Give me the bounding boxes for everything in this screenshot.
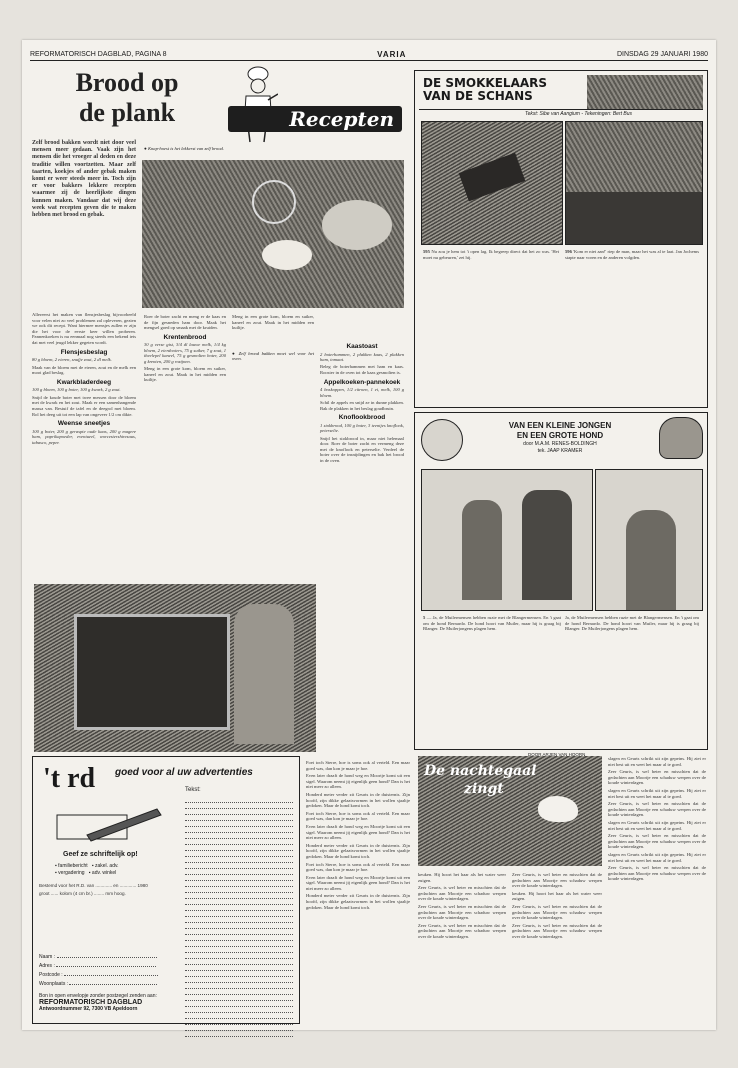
opt-checkbox[interactable]: ▪: [88, 870, 92, 876]
rd-form-line2: groot ...... kolom (4 cm br.) ........ mm hoog.: [39, 890, 126, 896]
story-p3b: Honderd meter verder zit Geurts in de duisternis. Zijn hoofd, zijn dikke gelaatsvormen in het wollen sjaaltje gedoken. Maar de hond komt toch.: [306, 842, 410, 859]
smokkelaars-title-line1: DE SMOKKELAARS: [423, 76, 548, 90]
oven-door-image: [74, 614, 230, 730]
smokkelaars-credit: Tekst: Sibe van Aangium - Tekeningen: Bert Bus: [525, 111, 633, 117]
nachtegaal-section: [418, 752, 708, 1022]
rd-org-addr: Antwoordnummer 92, 7300 VB Apeldoorn: [39, 1006, 138, 1012]
recipes-title-line2: de plank: [78, 98, 176, 127]
jongen-title-line1: VAN EEN KLEINE JONGEN: [508, 421, 612, 430]
nachtegaal-p3d: slagen en Geurts schrikt uit zijn gepeins. Hij ziet er niet best uit en weet het maar al te goed.: [608, 851, 706, 863]
kaastoast-heading: Kaastoast: [346, 343, 378, 350]
jongen-panel-2: [595, 469, 703, 611]
recipes-col4: [320, 314, 404, 466]
knoflook-ingredients: 1 stokbrood, 100 g boter, 3 teentjes knoflook, peterselie.: [320, 422, 404, 434]
address-label: Adres :: [39, 963, 55, 969]
kwark-ingredients: 100 g bloem, 100 g boter, 100 g kwark, 2 g zout.: [32, 387, 121, 393]
jongen-title: [465, 421, 655, 454]
opt-checkbox[interactable]: ▪: [91, 863, 95, 869]
nachtegaal-col2: [512, 872, 602, 1020]
smokkelaars-text-1-body: Nu zou je hem tot 't open lag. Ik begreep direct dat het zo was. 'Het moet nu gebeuren,' zei hij.: [423, 249, 559, 260]
weense-heading: Weense sneetjes: [57, 420, 111, 428]
boat-figure-image: [459, 153, 526, 202]
flour-image: [262, 240, 312, 270]
opt-checkbox[interactable]: ▪: [55, 863, 59, 869]
flensjes-ingredients: 80 g bloem, 2 eieren, snufje zout, 2 dl melk.: [32, 357, 112, 363]
nachtegaal-p2i: Zeer Geurts, is wel beter en misschien dat de gedachten aan Moortje een schaduw werpen over de koude winterdagen.: [608, 833, 706, 850]
jongen-dog-icon: [659, 417, 703, 459]
jongen-panel-1: [421, 469, 593, 611]
newspaper-page: [22, 40, 716, 1030]
nachtegaal-p2c: Zeer Geurts, is wel beter en misschien dat de gedachten aan Moortje een schaduw werpen over de koude winterdagen.: [418, 922, 506, 939]
address-field[interactable]: [56, 966, 156, 967]
caption-2-text: Zelf brood bakken moet wel voor het oven.: [232, 350, 314, 362]
krenten-ingredients: 30 g verse gist, 3/4 dl lauwe melk, 1/4 kg bloem, 2 eierdooiers, 75 g suiker, 7 g zout, 1 theelepel kaneel, 75 g gesmolten boter, 200 g krenten, 200 g rozijnen.: [144, 342, 226, 364]
flensjes-heading: Flensjesbeslag: [60, 348, 108, 356]
boys-figure-image: [462, 500, 502, 600]
reeds-image: [566, 192, 702, 244]
appel-heading: Appelkoeken-pannekoek: [323, 378, 401, 386]
jongen-text-body: Ja, de Muilermensen hebben ruzie met de Blangermensen. En 't gaat om de hond Bernardo. De hond hoort van Muiler, maar hij is graag bij Blanger. De Muilerjongens plagen hem.: [423, 615, 561, 632]
nachtegaal-p2j: Zeer Geurts, is wel beter en misschien dat de gedachten aan Moortje een schaduw werpen over de koude winterdagen.: [608, 865, 706, 882]
flensjes-text: Maak van de bloem met de eieren, zout en de melk een mooi glad beslag.: [32, 364, 136, 376]
smokkelaars-panel-2: [565, 121, 703, 245]
story-p1c: Foei toch Sterre, hoe is soms ook al verteld. Een maar goed was, dan kon je maar je hoe.: [306, 861, 410, 873]
masthead-center: VARIA: [377, 49, 407, 59]
jongen-text: 5 — Ja, de Muilermensen hebben ruzie met de Blangermensen. En 't gaat om de hond Bernardo. De hond hoort van Muiler, maar hij is graag bij Blanger. De Muilerjongens plagen hem.: [423, 615, 561, 632]
baker-figure-image: [234, 604, 294, 744]
jongen-text-cont: [565, 615, 699, 632]
baking-photo: [142, 160, 404, 308]
recipes-col3: [232, 314, 314, 362]
recipes-intro-text: Zelf brood bakken wordt niet door veel mensen meer gedaan. Vaak zijn het mensen die het vroeger al deden en deze traditie willen voortzetten. Maar zelf taarten, koekjes of ander gebak maken komt er weer steeds meer in. Toch zijn er voor bakkers lekkere recepten waarmee zij de heerlijkste dingen kunnen maken. Vandaar dat wij deze week wat recepten geven die te maken hebben met brood en gebak.: [32, 140, 136, 219]
nachtegaal-title-line1: De nachtegaal: [424, 763, 537, 779]
nachtegaal-p2b: Zeer Geurts, is wel beter en misschien dat de gedachten aan Moortje een schaduw werpen over de koude winterdagen.: [418, 903, 506, 921]
bird-icon: [538, 796, 578, 822]
whisk-image: [252, 180, 296, 224]
story-p2: Even later draaft de hond weg en Moortje komt uit een sigel. Waarom neemt jij eigenlijk geen hond? Dan is het niet meer zo alleen.: [306, 773, 410, 790]
jongen-hond-comic: [414, 412, 708, 750]
jongen-num: 5: [423, 615, 426, 620]
tekst-line[interactable]: [185, 1031, 293, 1037]
krenten-text-cont: Meng in een grote kom, bloem en suiker, kaneel en zout. Maak in het midden een kuiltje.: [232, 314, 314, 331]
chef-illustration: [238, 64, 278, 144]
nachtegaal-title: [424, 762, 537, 798]
story-p1: Foei toch Sterre, hoe is soms ook al verteld. Een maar goed was, dan kon je maar je hoe.: [306, 760, 410, 771]
smokkelaars-header-art: [587, 75, 703, 109]
story-p3: Honderd meter verder zit Geurts in de duisternis. Zijn hoofd, zijn dikke gelaatsvormen in het wollen sjaaltje gedoken. Maar de hond komt toch.: [306, 791, 410, 809]
jongen-text-cont-body: Ja, de Muilermensen hebben ruzie met de Blangermensen. En 't gaat om de hond Bernardo. De hond hoort van Muiler, maar hij is graag bij Blanger. De Muilerjongens plagen hem.: [565, 615, 699, 632]
smokkelaars-num-2: 596: [565, 249, 572, 254]
nachtegaal-header-art: [418, 756, 602, 866]
rd-sub: Geef ze schriftelijk op!: [63, 851, 138, 858]
nachtegaal-p3: slagen en Geurts schrikt uit zijn gepeins. Hij ziet er niet best uit en weet het maar al te goed.: [608, 756, 706, 767]
story-p3c: Honderd meter verder zit Geurts in de duisternis. Zijn hoofd, zijn dikke gelaatsvormen in het wollen sjaaltje gedoken. Maar de hond komt toch.: [306, 893, 410, 910]
masthead-right: DINSDAG 29 JANUARI 1980: [616, 50, 708, 58]
smokkelaars-comic: [414, 70, 708, 408]
recipes-col2: [144, 314, 226, 385]
recipes-intro: [32, 140, 136, 221]
smokkelaars-header: [419, 75, 703, 110]
rd-footer-text: Bon in open envelopje zonder postzegel zenden aan:: [39, 993, 157, 999]
story-p2c: Even later draaft de hond weg en Moortje komt uit een sigel. Waarom neemt jij eigenlijk geen hond? Dan is het niet meer zo alleen.: [306, 874, 410, 891]
city-label: Woonplaats :: [39, 981, 69, 987]
krenten-heading: Krentenbrood: [163, 333, 207, 341]
man-figure-image: [522, 490, 572, 600]
smokkelaars-text-2: [565, 249, 699, 260]
rd-options: [55, 863, 175, 877]
nachtegaal-p1b: keuken. Hij hoort het haar als het water weer zuigen.: [512, 890, 602, 902]
opt4-label: adv. winkel: [91, 870, 117, 876]
rd-form-line1: Bestemd voor het R.D. van ............. en ............. 1980: [39, 883, 148, 888]
nachtegaal-col1: [418, 872, 506, 1020]
smokkelaars-panel-1: [421, 121, 563, 245]
caption-2-bullet-icon: ●: [232, 350, 239, 356]
story-p2b: Even later draaft de hond weg en Moortje komt uit een sigel. Waarom neemt jij eigenlijk geen hond? Dan is het niet meer zo alleen.: [306, 823, 410, 841]
postcode-field[interactable]: [64, 975, 158, 976]
recipes-section: [30, 64, 408, 758]
weense-text: Roer de boter zacht en meng er de kaas en de fijn gesneden ham door. Maak het mengsel goed op smaak met de kruiden.: [144, 314, 226, 331]
rd-tekst-label: Tekst:: [185, 787, 201, 793]
smokkelaars-title: [423, 77, 547, 103]
recipes-intro2-text: Allereerst het maken van flensjesbeslag bijvoorbeeld voor velen niet zo veel problemen zal opleveren, gezien we ook dit recept. Want hiermee mensjes zullen er zijn die het voor de eerste keer willen proberen. Pannenkoeken is nu eenmaal nog steeds een bekend iets dat met veel jeugd lekker gegeten wordt.: [32, 312, 136, 345]
rd-ad-box: [32, 756, 300, 1024]
rd-logo: 't rd: [43, 763, 96, 794]
jongen-author: door M.A.M. RENES-BOLDINGH: [523, 441, 597, 447]
appel-text: Schil de appels en snijd ze in dunne plakken. Bak de plakken in het beslag goudbruin.: [320, 400, 404, 411]
bowl-image: [322, 200, 392, 250]
jongen-boy-icon: [421, 419, 463, 461]
name-field[interactable]: [57, 957, 157, 958]
masthead-left: REFORMATORISCH DAGBLAD, PAGINA 8: [30, 50, 167, 58]
rd-footer: [39, 993, 293, 1012]
postcode-label: Postcode :: [39, 972, 63, 978]
nachtegaal-p2e: Zeer Geurts, is wel beter en misschien dat de gedachten aan Moortje een schaduw werpen over de koude winterdagen.: [512, 903, 602, 921]
kaastoast-text: Beleg de boterhammen met ham en kaas. Rooster in de oven tot de kaas gesmolten is.: [320, 364, 404, 375]
nachtegaal-p2g: Zeer Geurts, is wel beter en misschien dat de gedachten aan Moortje een schaduw werpen over de koude winterdagen.: [608, 769, 706, 786]
nachtegaal-p3c: slagen en Geurts schrikt uit zijn gepeins. Hij ziet er niet best uit en weet het maar al te goed.: [608, 819, 706, 831]
masthead: [30, 48, 708, 61]
opt1-label: familiebericht: [58, 863, 88, 869]
kaastoast-ingredients: 2 boterhammen, 2 plakken kaas, 2 plakken ham, tomaat.: [320, 351, 404, 362]
nachtegaal-p2d: Zeer Geurts, is wel beter en misschien dat de gedachten aan Moortje een schaduw werpen over de koude winterdagen.: [512, 872, 602, 889]
smokkelaars-num-1: 595: [423, 249, 430, 254]
recipes-col1: [32, 312, 136, 447]
city-field[interactable]: [69, 984, 157, 985]
knoflook-text: Snijd het stokbrood in, maar niet helemaal door. Roer de boter zacht en vermeng deze met de knoflook en peterselie. Verdeel de boter over de insnijdingen en bak het brood in de oven.: [320, 435, 404, 463]
photo-caption-2: [232, 351, 314, 362]
appel-ingredients: 4 boskoppen, 1/2 citroen, 1 ei, melk, 100 g bloem.: [320, 387, 404, 398]
name-label: Naam :: [39, 954, 56, 960]
weense-ingredients: 100 g boter, 200 g geraspte oude kaas, 200 g magere ham, paprikapoeder, eventueel, worcestershiresaus, tabasco, peper.: [32, 428, 136, 445]
pencil-illustration: [47, 805, 167, 845]
opt2-label: zakel. adv.: [94, 863, 119, 869]
recipes-banner-label: Recepten: [289, 107, 394, 131]
caption-bullet-icon: ●: [144, 146, 148, 151]
kwark-heading: Kwarkbladerdeeg: [56, 378, 112, 386]
caption-1-text: Knap-hoest is het lekkerst van zelf brood.: [147, 146, 224, 151]
rd-org: REFORMATORISCH DAGBLAD: [39, 999, 143, 1006]
smokkelaars-text-1: [423, 249, 559, 260]
woman-figure-image: [626, 510, 676, 610]
nachtegaal-p2: Zeer Geurts, is wel beter en misschien dat de gedachten aan Moortje een schaduw werpen over de koude winterdagen.: [418, 885, 506, 902]
story-p1b: Foei toch Sterre, hoe is soms ook al verteld. Een maar goed was, dan kon je maar je hoe.: [306, 810, 410, 822]
nachtegaal-p2h: Zeer Geurts, is wel beter en misschien dat de gedachten aan Moortje een schaduw werpen over de koude winterdagen.: [608, 801, 706, 818]
knoflook-heading: Knoflookbrood: [338, 414, 386, 422]
recipes-title-line1: Brood op: [75, 68, 179, 97]
opt3-label: vergadering: [58, 870, 85, 876]
jongen-title-line2: EN EEN GROTE HOND: [516, 431, 604, 440]
smokkelaars-text-2-body: 'Kom er niet aan!' riep de man, maar het was al te laat. Jan Jochems stapte naar voren en de anderen volgden.: [565, 249, 700, 260]
rd-headline: goed voor al uw advertenties: [115, 767, 253, 778]
nachtegaal-p3b: slagen en Geurts schrikt uit zijn gepeins. Hij ziet er niet best uit en weet het maar al te goed.: [608, 787, 706, 799]
krenten-text: Meng in een grote kom, bloem en suiker, kaneel en zout. Maak in het midden een kuiltje.: [144, 366, 226, 383]
opt-checkbox[interactable]: ▪: [55, 870, 59, 876]
rd-form: [39, 883, 181, 898]
jongen-artist: tek. JAAP KRAMER: [537, 448, 583, 454]
rd-contact: [39, 953, 181, 989]
oven-photo: [34, 584, 316, 752]
nachtegaal-col3: [608, 756, 706, 1020]
nachtegaal-p1: keuken. Hij hoort het haar als het water weer zuigen.: [418, 872, 506, 883]
smokkelaars-title-line2: VAN DE SCHANS: [423, 89, 533, 103]
recipes-title: [42, 68, 212, 128]
kwark-text: Snijd de koude boter met twee messen door de bloem met de kwark en het zout. Maak er een samenhangende massa van. Bestuif de tafel en de deegrol met bloem. Rol het deeg uit tot een lap van ongeveer 1/2 cm dikte.: [32, 394, 136, 417]
nachtegaal-title-line2: zingt: [464, 781, 504, 797]
recipes-banner: [228, 106, 402, 132]
nachtegaal-p2f: Zeer Geurts, is wel beter en misschien dat de gedachten aan Moortje een schaduw werpen over de koude winterdagen.: [512, 922, 602, 939]
story-column: [306, 760, 410, 1022]
nachtegaal-author: DOOR ARJEN VAN HOORN: [528, 752, 586, 757]
photo-caption-1: [144, 146, 344, 151]
